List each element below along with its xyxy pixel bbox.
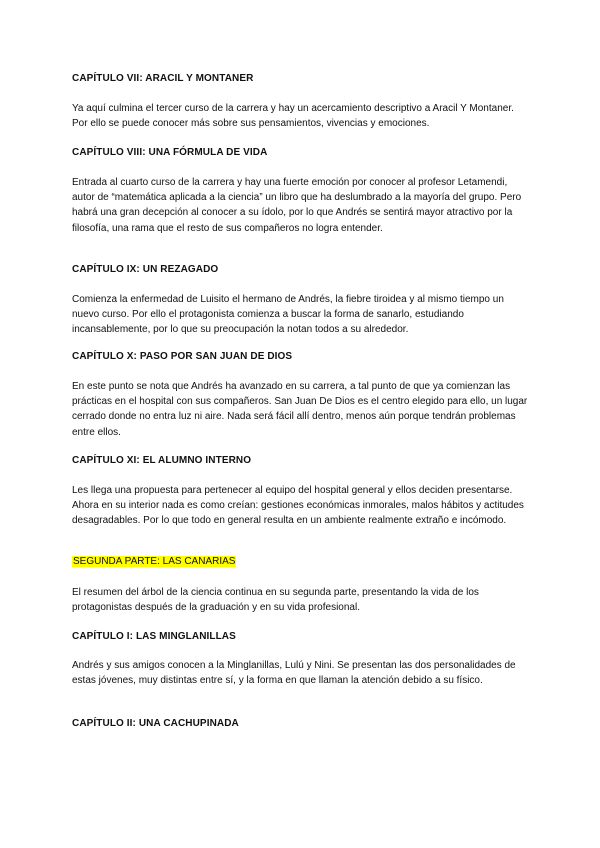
chapter-heading: CAPÍTULO VIII: UNA FÓRMULA DE VIDA — [72, 147, 268, 158]
chapter-7 — [72, 73, 532, 85]
part-paragraph: El resumen del árbol de la ciencia continua en su segunda parte, presentando la vida de los protagonistas después de la graduación y en su vida profesional. — [72, 587, 479, 614]
chapter-11 — [72, 455, 532, 467]
chapter-2 — [72, 718, 532, 730]
chapter-1 — [72, 631, 532, 643]
chapter-heading: CAPÍTULO VII: ARACIL Y MONTANER — [72, 73, 254, 84]
chapter-heading: CAPÍTULO X: PASO POR SAN JUAN DE DIOS — [72, 351, 293, 362]
chapter-paragraph: Andrés y sus amigos conocen a la Minglanillas, Lulú y Nini. Se presentan las dos personalidades de estas jóvenes, muy distintas entre sí, y la forma en que llaman la atención debido a su físico. — [72, 660, 516, 687]
chapter-heading: CAPÍTULO II: UNA CACHUPINADA — [72, 718, 239, 729]
chapter-heading: CAPÍTULO I: LAS MINGLANILLAS — [72, 631, 236, 642]
chapter-8 — [72, 147, 532, 159]
chapter-paragraph: Comienza la enfermedad de Luisito el hermano de Andrés, la fiebre tiroidea y al mismo tiempo un nuevo curso. Por ello el protagonista comienza a buscar la forma de sanarlo, estudiando incansablemente, por lo que su preocupación la notan todos a su alrededor. — [72, 294, 504, 336]
chapter-paragraph: Les llega una propuesta para pertenecer al equipo del hospital general y ellos deciden presentarse. Ahora en su interior nada es como creían: gestiones económicas inmorales, malos hábitos y actitudes desagradables. Por lo que todo en general resulta en un ambiente realmente extraño e incómodo. — [72, 485, 524, 527]
part-heading — [72, 554, 532, 569]
chapter-paragraph: Ya aquí culmina el tercer curso de la carrera y hay un acercamiento descriptivo a Aracil Y Montaner. Por ello se puede conocer más sobre sus pensamientos, vivencias y emociones. — [72, 103, 514, 130]
chapter-paragraph: Entrada al cuarto curso de la carrera y hay una fuerte emoción por conocer al profesor Letamendi, autor de “matemática aplicada a la ciencia” un libro que ha deslumbrado a la mayoría del grupo. Pero habrá una gran decepción al conocer a su ídolo, por lo que Andrés se sentirá mayor atractivo por la filosofía, una rama que el resto de sus compañeros no logra entender. — [72, 177, 522, 234]
chapter-10 — [72, 351, 532, 363]
chapter-heading: CAPÍTULO XI: EL ALUMNO INTERNO — [72, 455, 252, 466]
chapter-heading: CAPÍTULO IX: UN REZAGADO — [72, 264, 219, 275]
chapter-paragraph: En este punto se nota que Andrés ha avanzado en su carrera, a tal punto de que ya comienzan las prácticas en el hospital con sus compañeros. San Juan De Dios es el centro elegido para ello, un lugar cerrado donde no entra luz ni aire. Nada será fácil allí dentro, menos aún porque tendrán problemas entre ellos. — [72, 381, 528, 438]
chapter-9 — [72, 264, 532, 276]
highlighted-part-title: SEGUNDA PARTE: LAS CANARIAS — [73, 556, 236, 567]
